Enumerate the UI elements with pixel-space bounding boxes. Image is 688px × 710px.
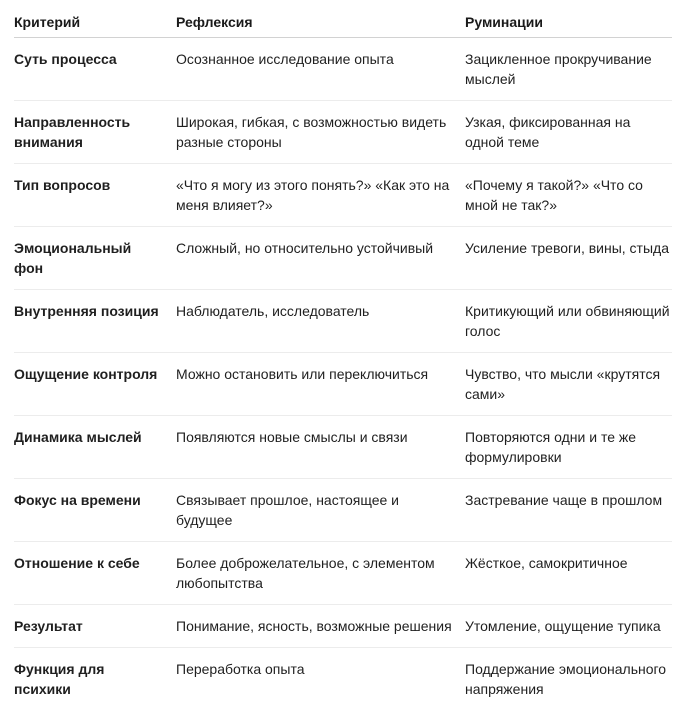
rumination-cell: Усиление тревоги, вины, стыда (465, 227, 672, 290)
table-row (14, 290, 672, 353)
table-row (14, 416, 672, 479)
table-header (14, 0, 672, 38)
header-criterion: Критерий (14, 0, 176, 38)
rumination-cell: Утомление, ощущение тупика (465, 605, 672, 648)
rumination-cell: Узкая, фиксированная на одной теме (465, 101, 672, 164)
table-row (14, 101, 672, 164)
table-row (14, 164, 672, 227)
rumination-cell: Критикующий или обвиняющий голос (465, 290, 672, 353)
criterion-cell: Фокус на времени (14, 479, 176, 542)
rumination-cell: Жёсткое, самокритичное (465, 542, 672, 605)
reflection-cell: Широкая, гибкая, с возможностью видеть разные стороны (176, 101, 465, 164)
reflection-vs-rumination-table (14, 0, 672, 710)
table-row (14, 353, 672, 416)
reflection-cell: Появляются новые смыслы и связи (176, 416, 465, 479)
criterion-cell: Внутренняя позиция (14, 290, 176, 353)
reflection-cell: Понимание, ясность, возможные решения (176, 605, 465, 648)
reflection-cell: Более доброжелательное, с элементом любопытства (176, 542, 465, 605)
reflection-cell: Сложный, но относительно устойчивый (176, 227, 465, 290)
table-row (14, 648, 672, 710)
rumination-cell: Чувство, что мысли «крутятся сами» (465, 353, 672, 416)
header-row (14, 0, 672, 38)
criterion-cell: Отношение к себе (14, 542, 176, 605)
rumination-cell: Зацикленное прокручивание мыслей (465, 38, 672, 101)
reflection-cell: «Что я могу из этого понять?» «Как это на меня влияет?» (176, 164, 465, 227)
reflection-cell: Переработка опыта (176, 648, 465, 710)
criterion-cell: Результат (14, 605, 176, 648)
table-row (14, 542, 672, 605)
criterion-cell: Эмоциональный фон (14, 227, 176, 290)
header-rumination: Руминации (465, 0, 672, 38)
table-row (14, 479, 672, 542)
table-body (14, 38, 672, 710)
criterion-cell: Динамика мыслей (14, 416, 176, 479)
criterion-cell: Суть процесса (14, 38, 176, 101)
rumination-cell: Застревание чаще в прошлом (465, 479, 672, 542)
rumination-cell: Повторяются одни и те же формулировки (465, 416, 672, 479)
criterion-cell: Функция для психики (14, 648, 176, 710)
reflection-cell: Наблюдатель, исследователь (176, 290, 465, 353)
rumination-cell: «Почему я такой?» «Что со мной не так?» (465, 164, 672, 227)
reflection-cell: Осознанное исследование опыта (176, 38, 465, 101)
header-reflection: Рефлексия (176, 0, 465, 38)
reflection-cell: Связывает прошлое, настоящее и будущее (176, 479, 465, 542)
table-row (14, 605, 672, 648)
criterion-cell: Направленность внимания (14, 101, 176, 164)
table-row (14, 38, 672, 101)
criterion-cell: Ощущение контроля (14, 353, 176, 416)
reflection-cell: Можно остановить или переключиться (176, 353, 465, 416)
criterion-cell: Тип вопросов (14, 164, 176, 227)
rumination-cell: Поддержание эмоционального напряжения (465, 648, 672, 710)
table-row (14, 227, 672, 290)
